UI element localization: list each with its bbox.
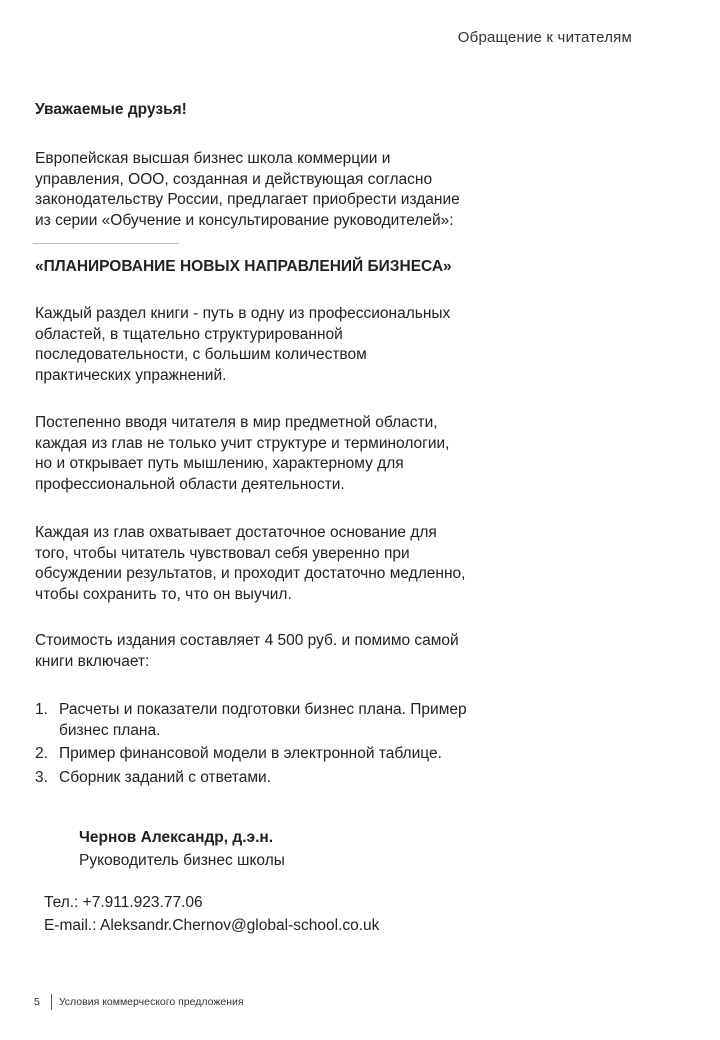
paragraph-chapters (35, 413, 555, 495)
list-item-number: 1. (35, 701, 48, 718)
intro-paragraph (35, 149, 555, 231)
signature-name: Чернов Александр, д.э.н. (79, 829, 274, 846)
intro-line: из серии «Обучение и консультирование руководителей»: (35, 211, 454, 229)
paragraph-line: чтобы сохранить то, что он выучил. (35, 585, 292, 603)
intro-line: законодательству России, предлагает приобрести издание (35, 191, 460, 208)
paragraph-coverage (35, 523, 555, 605)
paragraph-sections (35, 304, 555, 386)
paragraph-line: практических упражнений. (35, 366, 227, 384)
paragraph-line: Каждая из глав охватывает достаточное основание для (35, 524, 437, 541)
footer-separator (51, 994, 52, 1010)
contact-phone: Тел.: +7.911.923.77.06 (44, 894, 203, 911)
paragraph-line: областей, в тщательно структурированной (35, 325, 343, 343)
contact-email: E-mail.: Aleksandr.Chernov@global-school.co.uk (44, 917, 380, 934)
divider-line (33, 243, 179, 244)
signature-block (79, 826, 285, 872)
list-item (35, 744, 555, 765)
paragraph-line: последовательности, с большим количеством (35, 346, 367, 363)
intro-line: управления, ООО, созданная и действующая согласно (35, 170, 433, 188)
paragraph-line: профессиональной области деятельности. (35, 475, 345, 493)
page-header-section-title: Обращение к читателям (457, 29, 632, 46)
list-item-line: Пример финансовой модели в электронной таблице. (59, 745, 442, 762)
list-item-number: 2. (35, 745, 48, 762)
paragraph-line: Постепенно вводя читателя в мир предметной области, (35, 414, 438, 431)
greeting-heading: Уважаемые друзья! (35, 101, 187, 118)
page-number: 5 (34, 996, 40, 1008)
paragraph-line: но и открывает путь мышлению, характерному для (35, 455, 404, 472)
paragraph-line: Стоимость издания составляет 4 500 руб. и помимо самой (35, 632, 459, 649)
list-item (35, 700, 555, 741)
paragraph-line: того, чтобы читатель чувствовал себя уверенно при (35, 544, 410, 562)
included-items-list (35, 700, 555, 791)
paragraph-line: Каждый раздел книги - путь в одну из профессиональных (35, 305, 451, 322)
book-title: «ПЛАНИРОВАНИЕ НОВЫХ НАПРАВЛЕНИЙ БИЗНЕСА» (35, 258, 452, 275)
list-item-line: Расчеты и показатели подготовки бизнес плана. Пример (59, 701, 467, 718)
contacts-block (44, 891, 379, 937)
signature-role: Руководитель бизнес школы (79, 852, 285, 869)
paragraph-line: книги включает: (35, 652, 150, 670)
footer-section-title: Условия коммерческого предложения (58, 996, 244, 1008)
list-item (35, 768, 555, 789)
intro-line: Европейская высшая бизнес школа коммерции и (35, 150, 391, 167)
list-item-line: Сборник заданий с ответами. (59, 768, 271, 786)
paragraph-line: обсуждении результатов, и проходит достаточно медленно, (35, 565, 466, 582)
list-item-line: бизнес плана. (59, 721, 161, 739)
paragraph-price (35, 631, 555, 672)
paragraph-line: каждая из глав не только учит структуре и терминологии, (35, 434, 450, 452)
list-item-number: 3. (35, 768, 48, 786)
page-footer (34, 993, 244, 1011)
